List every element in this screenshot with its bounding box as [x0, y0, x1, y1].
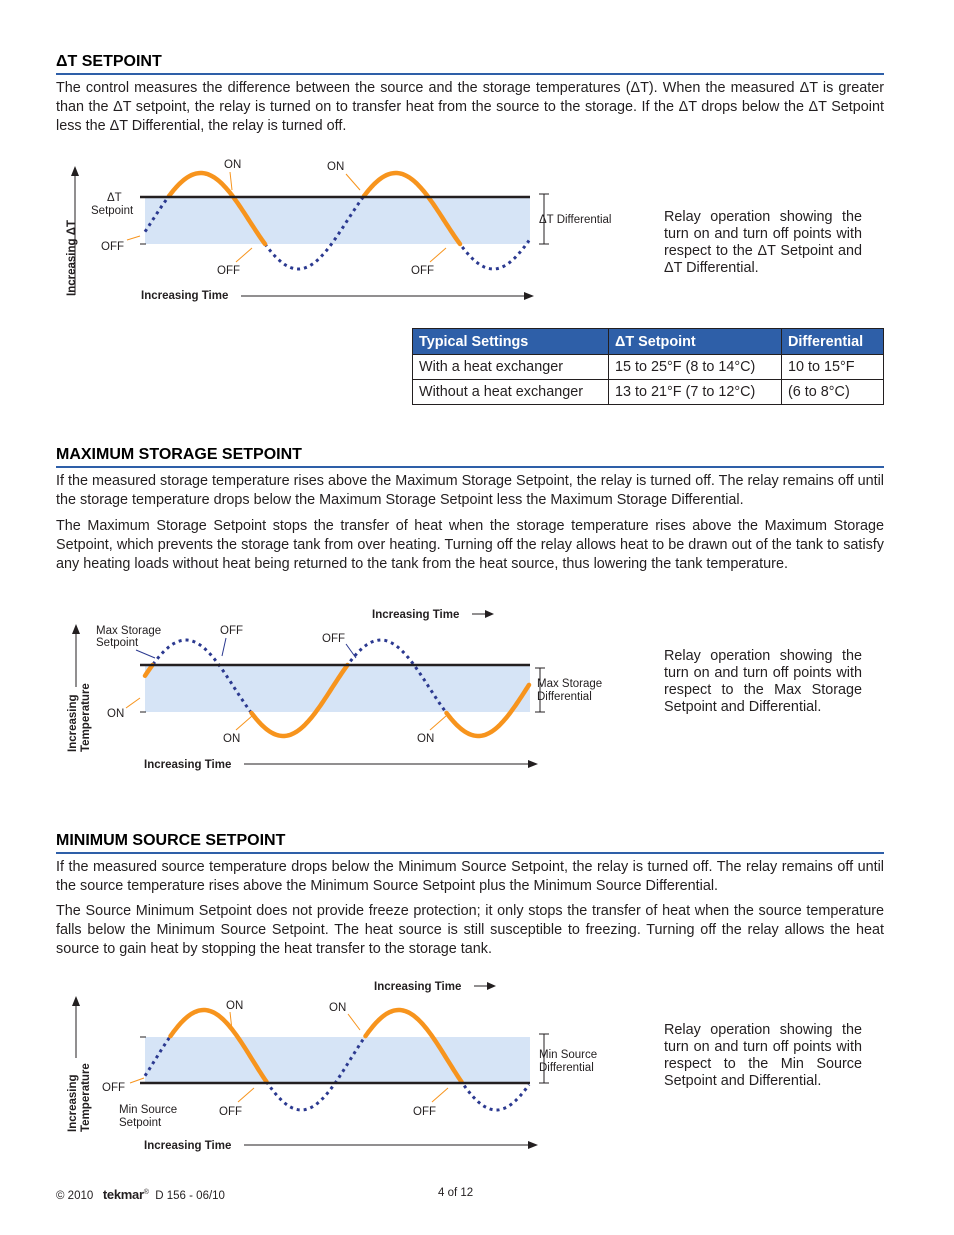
differential-label: Differential	[537, 691, 592, 703]
table-cell: 15 to 25°F (8 to 14°C)	[609, 355, 782, 380]
paragraph-min-source-2: The Source Minimum Setpoint does not provide freeze protection; it only stops the transfer of heat when the source temperature falls below the Minimum Source Setpoint. The heat source is still susceptible to freezing. Turning off the relay allows the heat source to gain heat by stopping the heat transfer to the storage tank.	[56, 903, 884, 957]
arrow-head-icon	[72, 996, 80, 1006]
table-cell: 13 to 21°F (7 to 12°C)	[609, 380, 782, 405]
y-axis-label: Temperature	[80, 1063, 92, 1132]
registered-mark: ®	[143, 1189, 149, 1197]
table-cell: With a heat exchanger	[413, 355, 609, 380]
arrow-head-icon	[487, 982, 496, 990]
table-header-cell: Typical Settings	[413, 329, 609, 355]
pointer-arrow	[432, 1088, 448, 1102]
y-axis-label: Temperature	[80, 683, 92, 752]
setpoint-label: Max Storage	[96, 625, 162, 637]
x-axis-label: Increasing Time	[141, 290, 229, 302]
differential-band	[145, 1037, 530, 1083]
table-cell: Without a heat exchanger	[413, 380, 609, 405]
caption-max-storage: Relay operation showing the turn on and turn off points with respect to the Max Storage Setpoint and Differential.	[664, 648, 862, 715]
off-label: OFF	[322, 633, 345, 645]
y-axis-label: Increasing	[67, 1074, 79, 1132]
caption-dt-setpoint: Relay operation showing the turn on and turn off points with respect to the ΔT Setpoint and ΔT Differential.	[664, 209, 862, 276]
document-number: D 156 - 06/10	[155, 1190, 225, 1202]
x-axis-label-top: Increasing Time	[374, 981, 462, 993]
page-number: 4 of 12	[438, 1187, 474, 1199]
differential-label: Min Source	[539, 1049, 598, 1061]
y-axis-label: Increasing ΔT	[66, 219, 78, 296]
setpoint-label: Setpoint	[119, 1117, 162, 1129]
off-label: OFF	[101, 241, 124, 253]
differential-label: Differential	[539, 1062, 594, 1074]
table-cell: 10 to 15°F	[782, 355, 884, 380]
footer-left	[56, 1187, 225, 1202]
off-label: OFF	[219, 1106, 242, 1118]
off-label: OFF	[217, 265, 240, 277]
on-label: ON	[327, 161, 345, 173]
paragraph-max-storage-2: The Maximum Storage Setpoint stops the transfer of heat when the storage temperature rises above the Maximum Storage Setpoint, which prevents the storage tank from over heating. Turning off the relay allows heat to be drawn out of the tank to satisfy any heating loads without heat being returned to the tank from the heat source, thus lowering the tank temperature.	[56, 518, 884, 572]
on-label: ON	[107, 708, 125, 720]
heading-max-storage: MAXIMUM STORAGE SETPOINT	[56, 446, 884, 468]
on-label: ON	[417, 733, 435, 745]
off-label: OFF	[220, 625, 243, 637]
table-header-cell: Differential	[782, 329, 884, 355]
on-label: ON	[226, 1000, 244, 1012]
setpoint-label: Setpoint	[91, 205, 134, 217]
off-label: OFF	[413, 1106, 436, 1118]
table-header-cell: ΔT Setpoint	[609, 329, 782, 355]
on-label: ON	[329, 1002, 347, 1014]
heading-dt-setpoint: ΔT SETPOINT	[56, 53, 884, 75]
pointer-arrow	[238, 1088, 254, 1102]
heading-min-source: MINIMUM SOURCE SETPOINT	[56, 832, 884, 854]
setpoint-label: ΔT	[107, 192, 122, 204]
paragraph-max-storage-1: If the measured storage temperature rises above the Maximum Storage Setpoint, the relay is turned off. The relay remains off until the storage temperature drops below the Maximum Storage Setpoint less the Maximum Storage Differential.	[56, 473, 884, 508]
y-axis-label: Increasing	[67, 694, 79, 752]
x-axis-label: Increasing Time	[144, 759, 232, 771]
x-axis-label-top: Increasing Time	[372, 609, 460, 621]
paragraph-dt-setpoint: The control measures the difference between the source and the storage temperatures (ΔT). When the measured ΔT is greater than the ΔT setpoint, the relay is turned on to transfer heat from the source to the storage. If the ΔT drops below the ΔT Setpoint less the ΔT Differential, the relay is turned off.	[56, 80, 884, 134]
setpoint-label: Min Source	[119, 1104, 178, 1116]
on-label: ON	[224, 159, 242, 171]
differential-label: Max Storage	[537, 678, 603, 690]
copyright: © 2010	[56, 1190, 94, 1202]
differential-label: ΔT Differential	[539, 214, 612, 226]
table-cell: (6 to 8°C)	[782, 380, 884, 405]
off-label: OFF	[102, 1082, 125, 1094]
pointer-arrow	[348, 1014, 360, 1030]
paragraph-min-source-1: If the measured source temperature drops below the Minimum Source Setpoint, the relay is turned off. The relay remains off until the source temperature rises above the Minimum Source Setpoint plus the Minimum Source Differential.	[56, 859, 884, 894]
arrow-head-icon	[528, 1141, 538, 1149]
on-label: ON	[223, 733, 241, 745]
off-label: OFF	[411, 265, 434, 277]
tekmar-logo: tekmar	[102, 1187, 144, 1202]
x-axis-label: Increasing Time	[144, 1140, 232, 1152]
setpoint-label: Setpoint	[96, 637, 139, 649]
caption-min-source: Relay operation showing the turn on and turn off points with respect to the Min Source Setpoint and Differential.	[664, 1022, 862, 1089]
